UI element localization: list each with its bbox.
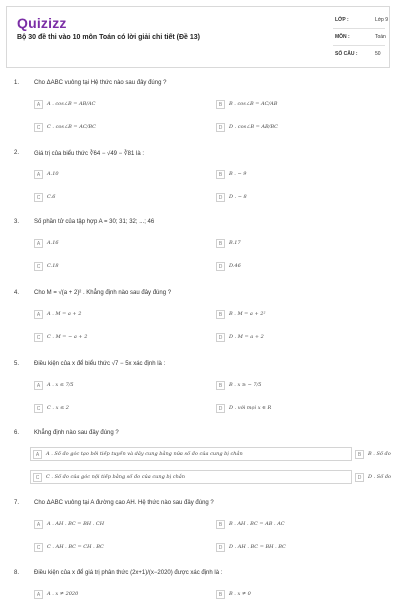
option-a[interactable]	[34, 518, 104, 530]
option-letter: A	[34, 590, 43, 599]
option-b[interactable]	[216, 588, 251, 600]
option-text: D . Số đo	[368, 474, 392, 480]
option-a[interactable]	[34, 98, 95, 110]
option-text: B . x ≥ − 7/5	[229, 382, 262, 388]
option-text: C . M = − a + 2	[47, 334, 88, 340]
question-text: Điều kiện của x để biểu thức √7 − 5x xác định là :	[34, 361, 166, 367]
question-text: Cho ΔABC vuông tại Hệ thức nào sau đây đúng ?	[34, 80, 167, 86]
question-number: 1.	[14, 80, 20, 86]
option-letter: D	[216, 404, 225, 413]
option-letter: B	[216, 590, 225, 599]
quizizz-logo: Quizizz	[17, 15, 67, 31]
option-text: C . Số đo của góc nội tiếp bằng số đo của cung bị chắn	[46, 474, 185, 480]
option-a[interactable]	[34, 308, 81, 320]
question-number: 3.	[14, 219, 20, 225]
option-b[interactable]	[216, 308, 265, 320]
question-number: 8.	[14, 570, 20, 576]
option-d[interactable]	[216, 541, 286, 553]
question-text: Điều kiện của x để giá trị phân thức (2x+1)/(x−2020) được xác định là :	[34, 570, 223, 576]
option-text: C . x ≤ 2	[47, 405, 69, 411]
question-number: 5.	[14, 361, 20, 367]
option-letter: D	[216, 543, 225, 552]
question-number: 4.	[14, 290, 20, 296]
meta-subject-label: MÔN :	[335, 34, 350, 40]
option-text: B . cos∠B = AC/AB	[229, 101, 278, 107]
option-letter: B	[216, 520, 225, 529]
option-letter: D	[355, 473, 364, 482]
option-text: B . x ≠ 0	[229, 591, 251, 597]
option-text: A.16	[47, 240, 59, 246]
meta-class-value: Lớp 9	[375, 17, 389, 23]
option-a[interactable]	[34, 379, 74, 391]
option-b[interactable]	[216, 168, 246, 180]
option-c[interactable]	[34, 331, 87, 343]
option-letter: B	[216, 239, 225, 248]
option-text: A.10	[47, 171, 59, 177]
option-letter: D	[216, 333, 225, 342]
question-number: 6.	[14, 430, 20, 436]
option-b[interactable]	[216, 237, 241, 249]
worksheet-header	[6, 6, 390, 68]
option-text: B . − 9	[229, 171, 247, 177]
option-d[interactable]	[216, 191, 247, 203]
option-letter: B	[216, 381, 225, 390]
question-text: Cho M = √(a + 2)² . Khẳng định nào sau đây đúng ?	[34, 290, 172, 296]
option-letter: C	[33, 473, 42, 482]
option-c[interactable]	[34, 541, 104, 553]
option-text: A . x ≤ 7/5	[47, 382, 74, 388]
question-number: 7.	[14, 500, 20, 506]
meta-count-label: SỐ CÂU :	[335, 51, 358, 57]
option-text: B . AH . BC = AB . AC	[229, 521, 285, 527]
option-a[interactable]	[34, 168, 59, 180]
option-letter: C	[34, 333, 43, 342]
option-text: D . AH . BC = BH . BC	[229, 544, 286, 550]
option-text: A . Số đo góc tạo bởi tiếp tuyến và dây cung bằng nửa số đo của cung bị chắn	[46, 451, 243, 457]
worksheet-meta	[329, 7, 391, 67]
option-text: A . x ≠ 2020	[47, 591, 79, 597]
option-letter: D	[216, 193, 225, 202]
option-letter: B	[216, 310, 225, 319]
option-letter: A	[34, 100, 43, 109]
option-d[interactable]	[216, 331, 264, 343]
option-letter: A	[33, 450, 42, 459]
option-text: B . M = a + 2²	[229, 311, 266, 317]
option-letter: D	[216, 262, 225, 271]
option-text: C . AH . BC = CH . BC	[47, 544, 104, 550]
meta-divider	[333, 45, 385, 46]
option-letter: D	[216, 123, 225, 132]
option-letter: B	[216, 170, 225, 179]
option-text: B.17	[229, 240, 241, 246]
option-c[interactable]	[34, 260, 59, 272]
option-letter: A	[34, 170, 43, 179]
option-a[interactable]	[30, 447, 352, 461]
option-b[interactable]	[216, 379, 261, 391]
document-title: Bộ 30 đề thi vào 10 môn Toán có lời giải chi tiết (Đề 13)	[17, 34, 200, 41]
option-text: D . M = a + 2	[229, 334, 264, 340]
option-text: A . M = a + 2	[47, 311, 82, 317]
option-letter: C	[34, 123, 43, 132]
option-letter: C	[34, 543, 43, 552]
option-letter: A	[34, 239, 43, 248]
option-letter: A	[34, 520, 43, 529]
option-letter: B	[355, 450, 364, 459]
option-d[interactable]	[216, 121, 278, 133]
question-text: Số phần tử của tập hợp A = 30; 31; 32; ...; 46	[34, 219, 155, 225]
option-text: D . − 8	[229, 194, 247, 200]
option-letter: A	[34, 310, 43, 319]
option-letter: C	[34, 404, 43, 413]
option-letter: C	[34, 262, 43, 271]
question-number: 2.	[14, 150, 20, 156]
meta-subject-value: Toán	[375, 34, 386, 40]
option-text: C . cos∠B = AC/BC	[47, 124, 96, 130]
option-b[interactable]	[216, 98, 277, 110]
option-letter: C	[34, 193, 43, 202]
option-b[interactable]	[216, 518, 285, 530]
question-text: Cho ΔABC vuông tại A đường cao AH. Hệ thức nào sau đây đúng ?	[34, 500, 214, 506]
option-d[interactable]	[216, 402, 271, 414]
meta-count-value: 50	[375, 51, 381, 57]
option-c[interactable]	[34, 191, 55, 203]
option-text: D . với mọi x ∈ R	[229, 405, 272, 411]
option-text: B . Số đo	[368, 451, 391, 457]
option-d[interactable]	[355, 471, 400, 483]
option-text: A . cos∠B = AB/AC	[47, 101, 96, 107]
option-letter: A	[34, 381, 43, 390]
option-b[interactable]	[355, 448, 400, 460]
option-letter: B	[216, 100, 225, 109]
option-c[interactable]	[30, 470, 352, 484]
option-text: D.46	[229, 263, 241, 269]
question-text: Giá trị của biểu thức ∛64 − √49 − ∛81 là :	[34, 151, 145, 157]
option-text: D . cos∠B = AB/BC	[229, 124, 278, 130]
option-c[interactable]	[34, 121, 96, 133]
option-d[interactable]	[216, 260, 241, 272]
meta-divider	[333, 28, 385, 29]
option-a[interactable]	[34, 237, 59, 249]
option-a[interactable]	[34, 588, 78, 600]
option-c[interactable]	[34, 402, 69, 414]
option-text: A . AH . BC = BH . CH	[47, 521, 105, 527]
option-text: C.18	[47, 263, 59, 269]
option-text: C.6	[47, 194, 56, 200]
question-text: Khẳng định nào sau đây đúng ?	[34, 430, 119, 436]
meta-class-label: LỚP :	[335, 17, 349, 23]
